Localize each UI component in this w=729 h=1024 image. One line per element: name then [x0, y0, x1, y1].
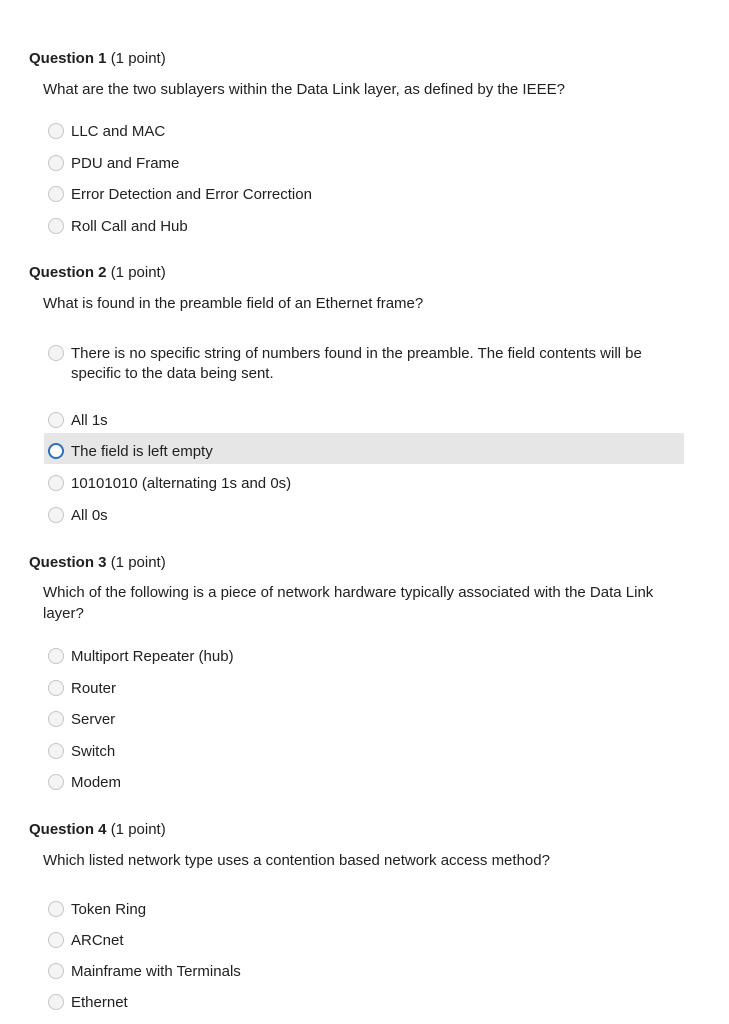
option-label: Multiport Repeater (hub): [71, 648, 234, 665]
question-points: (1 point): [110, 554, 166, 571]
option-label: 10101010 (alternating 1s and 0s): [71, 475, 292, 492]
option-label: Server: [71, 711, 116, 728]
option-label: There is no specific string of numbers found in the preamble. The field contents will be specific to the data being sent.: [71, 345, 642, 382]
radio-button[interactable]: [48, 507, 64, 523]
radio-button[interactable]: [48, 901, 64, 917]
option-label: PDU and Frame: [71, 155, 180, 172]
answer-option[interactable]: [44, 773, 684, 793]
radio-button[interactable]: [48, 963, 64, 979]
question-prompt: Which of the following is a piece of network hardware typically associated with the Data Link layer?: [43, 584, 654, 622]
option-label: Router: [71, 680, 117, 697]
question-header: [29, 50, 166, 67]
question-header: [29, 821, 166, 838]
question-points: (1 point): [110, 50, 166, 67]
option-label: Switch: [71, 743, 116, 760]
question-points: (1 point): [110, 264, 166, 281]
radio-button[interactable]: [48, 932, 64, 948]
answer-option[interactable]: [44, 185, 684, 205]
option-label: Mainframe with Terminals: [71, 963, 241, 980]
option-label: Token Ring: [71, 901, 147, 918]
question-header: [29, 554, 166, 571]
radio-button[interactable]: [48, 743, 64, 759]
radio-button[interactable]: [48, 155, 64, 171]
option-label: The field is left empty: [71, 443, 213, 460]
radio-button[interactable]: [48, 123, 64, 139]
question-header: [29, 264, 166, 281]
option-label: Modem: [71, 774, 122, 791]
answer-option[interactable]: [44, 122, 684, 142]
radio-button[interactable]: [48, 475, 64, 491]
answer-option[interactable]: [44, 217, 684, 237]
answer-option[interactable]: [44, 679, 684, 699]
answer-option[interactable]: [44, 900, 684, 920]
answer-option[interactable]: [44, 154, 684, 174]
answer-option[interactable]: [44, 344, 684, 384]
option-label: Error Detection and Error Correction: [71, 186, 312, 203]
radio-button[interactable]: [48, 680, 64, 696]
answer-option[interactable]: [44, 962, 684, 982]
radio-button[interactable]: [48, 711, 64, 727]
radio-button[interactable]: [48, 412, 64, 428]
question-number: Question 3: [29, 554, 107, 571]
answer-option[interactable]: [44, 474, 684, 494]
answer-option[interactable]: [44, 993, 684, 1013]
radio-button[interactable]: [48, 186, 64, 202]
radio-button[interactable]: [48, 994, 64, 1010]
answer-option[interactable]: [44, 742, 684, 762]
answer-option[interactable]: [44, 506, 684, 526]
answer-option[interactable]: [44, 647, 684, 667]
radio-button[interactable]: [48, 443, 64, 459]
radio-button[interactable]: [48, 648, 64, 664]
question-prompt: What is found in the preamble field of an Ethernet frame?: [43, 295, 424, 312]
answer-option-hovered[interactable]: [44, 433, 684, 464]
question-number: Question 1: [29, 50, 107, 67]
answer-option[interactable]: [44, 931, 684, 951]
option-label: Ethernet: [71, 994, 128, 1011]
option-label: Roll Call and Hub: [71, 218, 188, 235]
option-label: LLC and MAC: [71, 123, 166, 140]
option-label: All 0s: [71, 507, 108, 524]
option-label: All 1s: [71, 412, 108, 429]
answer-option[interactable]: [44, 710, 684, 730]
question-number: Question 2: [29, 264, 107, 281]
option-label: ARCnet: [71, 932, 124, 949]
question-points: (1 point): [110, 821, 166, 838]
radio-button[interactable]: [48, 345, 64, 361]
question-prompt: Which listed network type uses a contention based network access method?: [43, 852, 550, 869]
answer-option[interactable]: [44, 411, 684, 431]
radio-button[interactable]: [48, 774, 64, 790]
question-prompt: What are the two sublayers within the Data Link layer, as defined by the IEEE?: [43, 81, 565, 98]
radio-button[interactable]: [48, 218, 64, 234]
question-number: Question 4: [29, 821, 107, 838]
